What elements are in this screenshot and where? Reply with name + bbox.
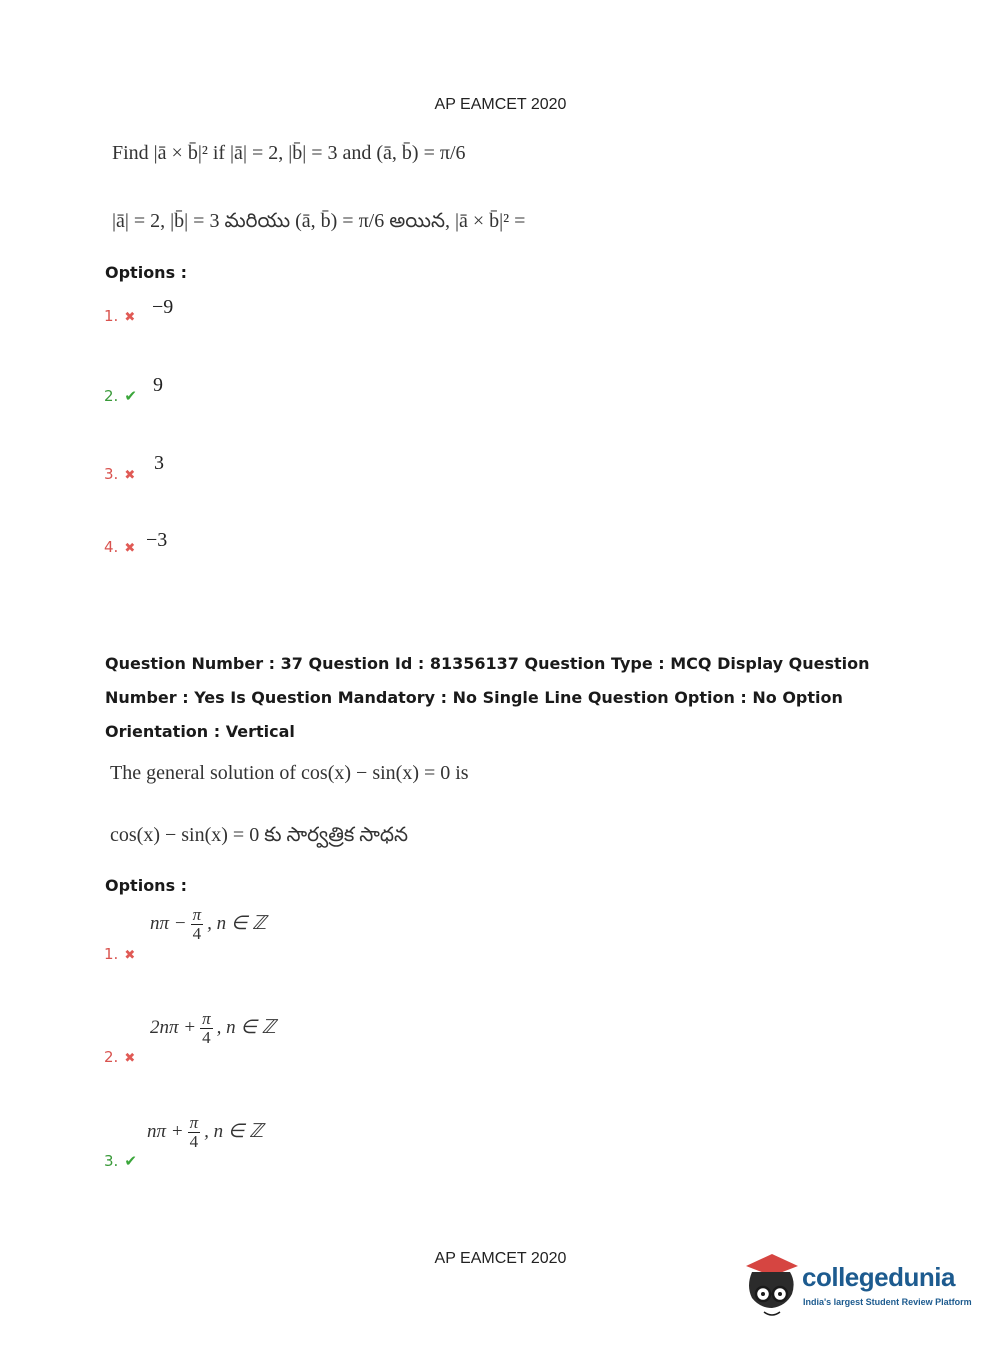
expr-suffix: , n ∈ ℤ <box>207 912 267 934</box>
option-number: 4. <box>104 538 119 556</box>
expr-suffix: , n ∈ ℤ <box>216 1016 276 1038</box>
expr-prefix: nπ − <box>150 912 187 934</box>
collegedunia-logo <box>742 1250 972 1320</box>
option-3 <box>104 465 135 483</box>
option-number: 1. <box>104 945 119 963</box>
fraction-numerator: π <box>202 1009 211 1028</box>
fraction-numerator: π <box>192 905 202 924</box>
fraction <box>191 906 204 943</box>
option-value: 9 <box>153 374 163 396</box>
options-label: Options : <box>105 263 188 282</box>
option-value <box>150 906 266 943</box>
cross-icon: ✖ <box>124 1051 136 1066</box>
cross-icon: ✖ <box>124 310 136 325</box>
option-value: −9 <box>152 296 174 318</box>
fraction-denominator: 4 <box>192 924 202 943</box>
mascot-icon <box>742 1250 804 1320</box>
option-1 <box>104 307 135 325</box>
option-value <box>147 1114 263 1151</box>
fraction <box>188 1114 201 1151</box>
logo-wordmark: collegedunia <box>802 1262 955 1292</box>
option-1 <box>104 945 135 963</box>
question-text-english: Find |ā × b̄|² if |ā| = 2, |b̄| = 3 and (ā, b̄) = π/6 <box>112 142 466 164</box>
cross-icon: ✖ <box>124 468 136 483</box>
expr-prefix: 2nπ + <box>150 1016 197 1038</box>
option-value <box>150 1010 276 1047</box>
question-text-telugu: cos(x) − sin(x) = 0 కు సార్వత్రిక సాధన <box>110 824 409 846</box>
option-2 <box>104 1048 135 1066</box>
cross-icon: ✖ <box>124 541 136 556</box>
question-meta: Question Number : 37 Question Id : 81356137 Question Type : MCQ Display Question Number : Yes Is Question Mandatory : No Single Line Question Option : No Option Orientation : Vertical <box>105 654 870 741</box>
option-number: 2. <box>104 387 119 405</box>
check-icon: ✔ <box>124 387 137 405</box>
question-text-english: The general solution of cos(x) − sin(x) = 0 is <box>110 762 469 784</box>
logo-tagline: India's largest Student Review Platform <box>803 1297 972 1307</box>
fraction-numerator: π <box>189 1113 199 1132</box>
option-value: −3 <box>146 529 168 551</box>
page-footer: AP EAMCET 2020 <box>434 1250 567 1267</box>
option-number: 1. <box>104 307 119 325</box>
fraction-denominator: 4 <box>202 1028 211 1047</box>
option-3 <box>104 1152 137 1170</box>
options-label: Options : <box>105 876 188 895</box>
option-number: 2. <box>104 1048 119 1066</box>
check-icon: ✔ <box>124 1152 137 1170</box>
option-2 <box>104 387 137 405</box>
expr-suffix: , n ∈ ℤ <box>204 1120 264 1142</box>
option-value: 3 <box>154 452 164 474</box>
expr-prefix: nπ + <box>147 1120 184 1142</box>
fraction <box>200 1010 213 1047</box>
option-4 <box>104 538 135 556</box>
page-header: AP EAMCET 2020 <box>434 96 567 113</box>
question-text-telugu: |ā| = 2, |b̄| = 3 మరియు (ā, b̄) = π/6 అయిన, |ā × b̄|² = <box>112 210 526 232</box>
cross-icon: ✖ <box>124 948 136 963</box>
fraction-denominator: 4 <box>189 1132 199 1151</box>
option-number: 3. <box>104 465 119 483</box>
option-number: 3. <box>104 1152 119 1170</box>
